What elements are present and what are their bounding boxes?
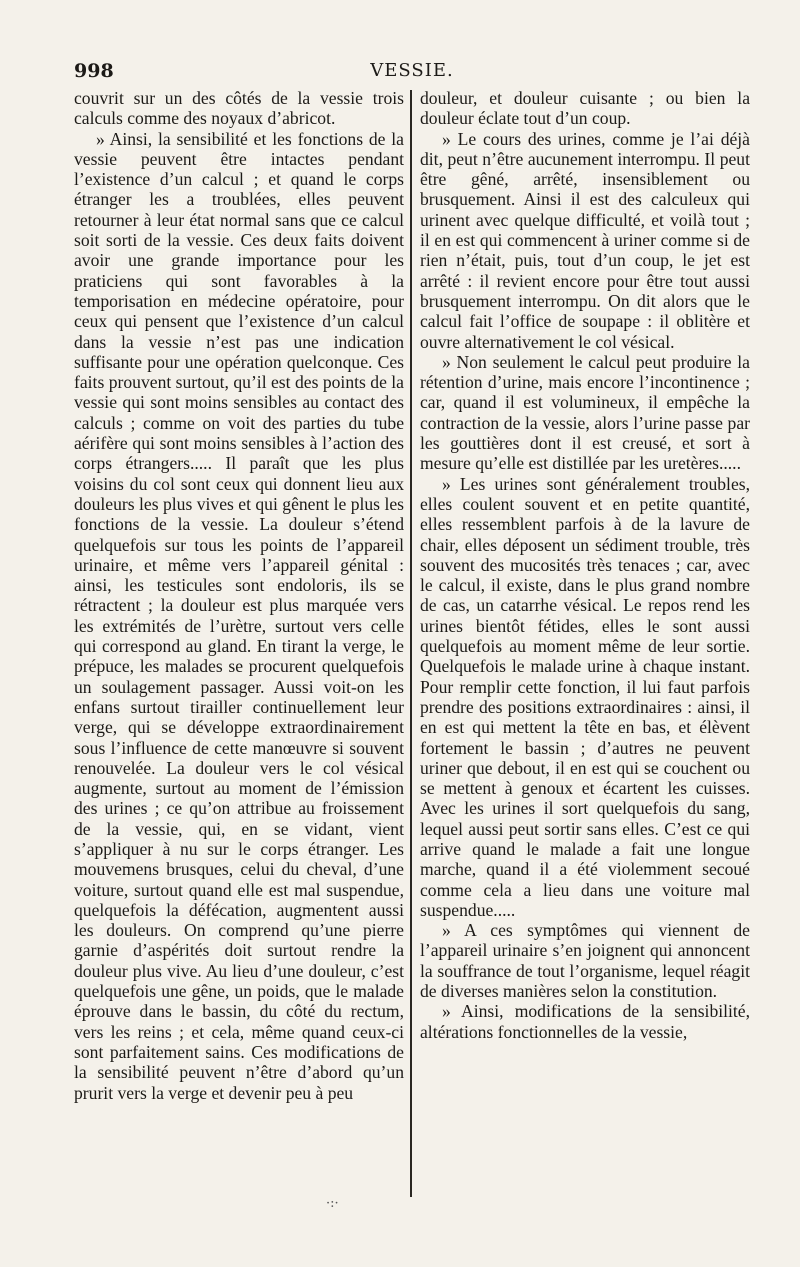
- page-header: [74, 60, 750, 86]
- paragraph: » Non seulement le calcul peut produire la rétention d’urine, mais encore l’incontinence ; car, quand il est volumineux, il empêche la contraction de la vessie, alors l’urine passe par les gouttières dont il est creusé, et sort à mesure qu’elle est distillée par les uretères.....: [420, 351, 750, 474]
- paragraph: » Ainsi, modifications de la sensibilité, altérations fonctionnelles de la vessie,: [420, 1001, 750, 1042]
- page-number: 998: [74, 60, 114, 82]
- left-column: [74, 88, 404, 1103]
- paragraph: douleur, et douleur cuisante ; ou bien la douleur éclate tout d’un coup.: [420, 88, 750, 129]
- paragraph: » Le cours des urines, comme je l’ai déjà dit, peut n’être aucunement interrompu. Il peut être gêné, arrêté, insensiblement ou brusquement. Ainsi il est des calculeux qui urinent avec quelque difficulté, et voilà tout ; il en est qui commencent à uriner comme si de rien n’était, puis, tout d’un coup, le jet est arrêté : il revient encore pour être tout aussi brusquement interrompu. On dit alors que le calcul fait l’office de soupape : il oblitère et ouvre alternativement le col vésical.: [420, 128, 750, 352]
- paragraph: » Les urines sont généralement troubles, elles coulent souvent et en petite quantité, elles ressemblent parfois à de la lavure de chair, elles déposent un sédiment trouble, très souvent des mucosités très tenaces ; car, avec le calcul, il existe, dans le plus grand nombre de cas, un catarrhe vésical. Le repos rend les urines bientôt fétides, elles le sont aussi quelquefois au moment même de leur sortie. Quelquefois le malade urine à chaque instant. Pour remplir cette fonction, il lui faut parfois prendre des positions extraordinaires : ainsi, il en est qui mettent la tête en bas, et élèvent fortement le bassin ; d’autres ne peuvent uriner que debout, il en est qui se couchent ou se mettent à genoux et écartent les cuisses. Avec les urines il sort quelquefois du sang, lequel aussi peut sortir sans elles. C’est ce qui arrive quand le malade a fait une longue marche, quand il a été violemment secoué comme cela a lieu dans une voiture mal suspendue.....: [420, 473, 750, 920]
- column-divider: [410, 90, 412, 1197]
- paragraph: couvrit sur un des côtés de la vessie trois calculs comme des noyaux d’abricot.: [74, 88, 404, 129]
- right-column: [420, 88, 750, 1042]
- printer-mark: ·:·: [326, 1196, 339, 1211]
- running-title: VESSIE.: [370, 60, 454, 81]
- paragraph: » A ces symptômes qui viennent de l’appareil urinaire s’en joignent qui annoncent la souffrance de tout l’organisme, lequel réagit de diverses manières selon la constitution.: [420, 920, 750, 1002]
- paragraph: » Ainsi, la sensibilité et les fonctions de la vessie peuvent être intactes pendant l’existence d’un calcul ; et quand le corps étranger les a troublées, elles peuvent retourner à leur état normal sans que ce calcul soit sorti de la vessie. Ces deux faits doivent avoir une grande importance pour les praticiens qui sont favorables à la temporisation en médecine opératoire, pour ceux qui pensent que l’existence d’un calcul dans la vessie n’est pas une indication suffisante pour une opération quelconque. Ces faits prouvent surtout, qu’il est des points de la vessie qui sont moins sensibles au contact des calculs ; comme on voit des parties du tube aérifère qui sont moins sensibles à l’action des corps étrangers..... Il paraît que les plus voisins du col sont ceux qui donnent lieu aux douleurs les plus vives et qui gênent le plus les fonctions de la vessie. La douleur s’étend quelquefois sur tous les points de l’appareil urinaire, et même vers l’appareil génital : ainsi, les testicules sont endoloris, ils se rétractent ; la douleur est plus marquée vers les extrémités de l’urètre, surtout vers celle qui correspond au gland. En tirant la verge, le prépuce, les malades se procurent quelquefois un soulagement passager. Aussi voit-on les enfans surtout tirailler continuellement leur verge, qui se développe extraordinairement sous l’influence de cette manœuvre si souvent renouvelée. La douleur vers le col vésical augmente, surtout au moment de l’émission des urines ; ce qu’on attribue au froissement de la vessie, qui, en se vidant, vient s’appliquer à nu sur le corps étranger. Les mouvemens brusques, celui du cheval, d’une voiture, surtout quand elle est mal suspendue, quelquefois la défécation, augmentent aussi les douleurs. On comprend qu’une pierre garnie d’aspérités doit surtout rendre la douleur plus vive. Au lieu d’une douleur, c’est quelquefois une gêne, un poids, que le malade éprouve dans le bassin, du côté du rectum, vers les reins ; et cela, même quand ceux-ci sont parfaitement sains. Ces modifications de la sensibilité peuvent n’être d’abord qu’un prurit vers la verge et devenir peu à peu: [74, 128, 404, 1103]
